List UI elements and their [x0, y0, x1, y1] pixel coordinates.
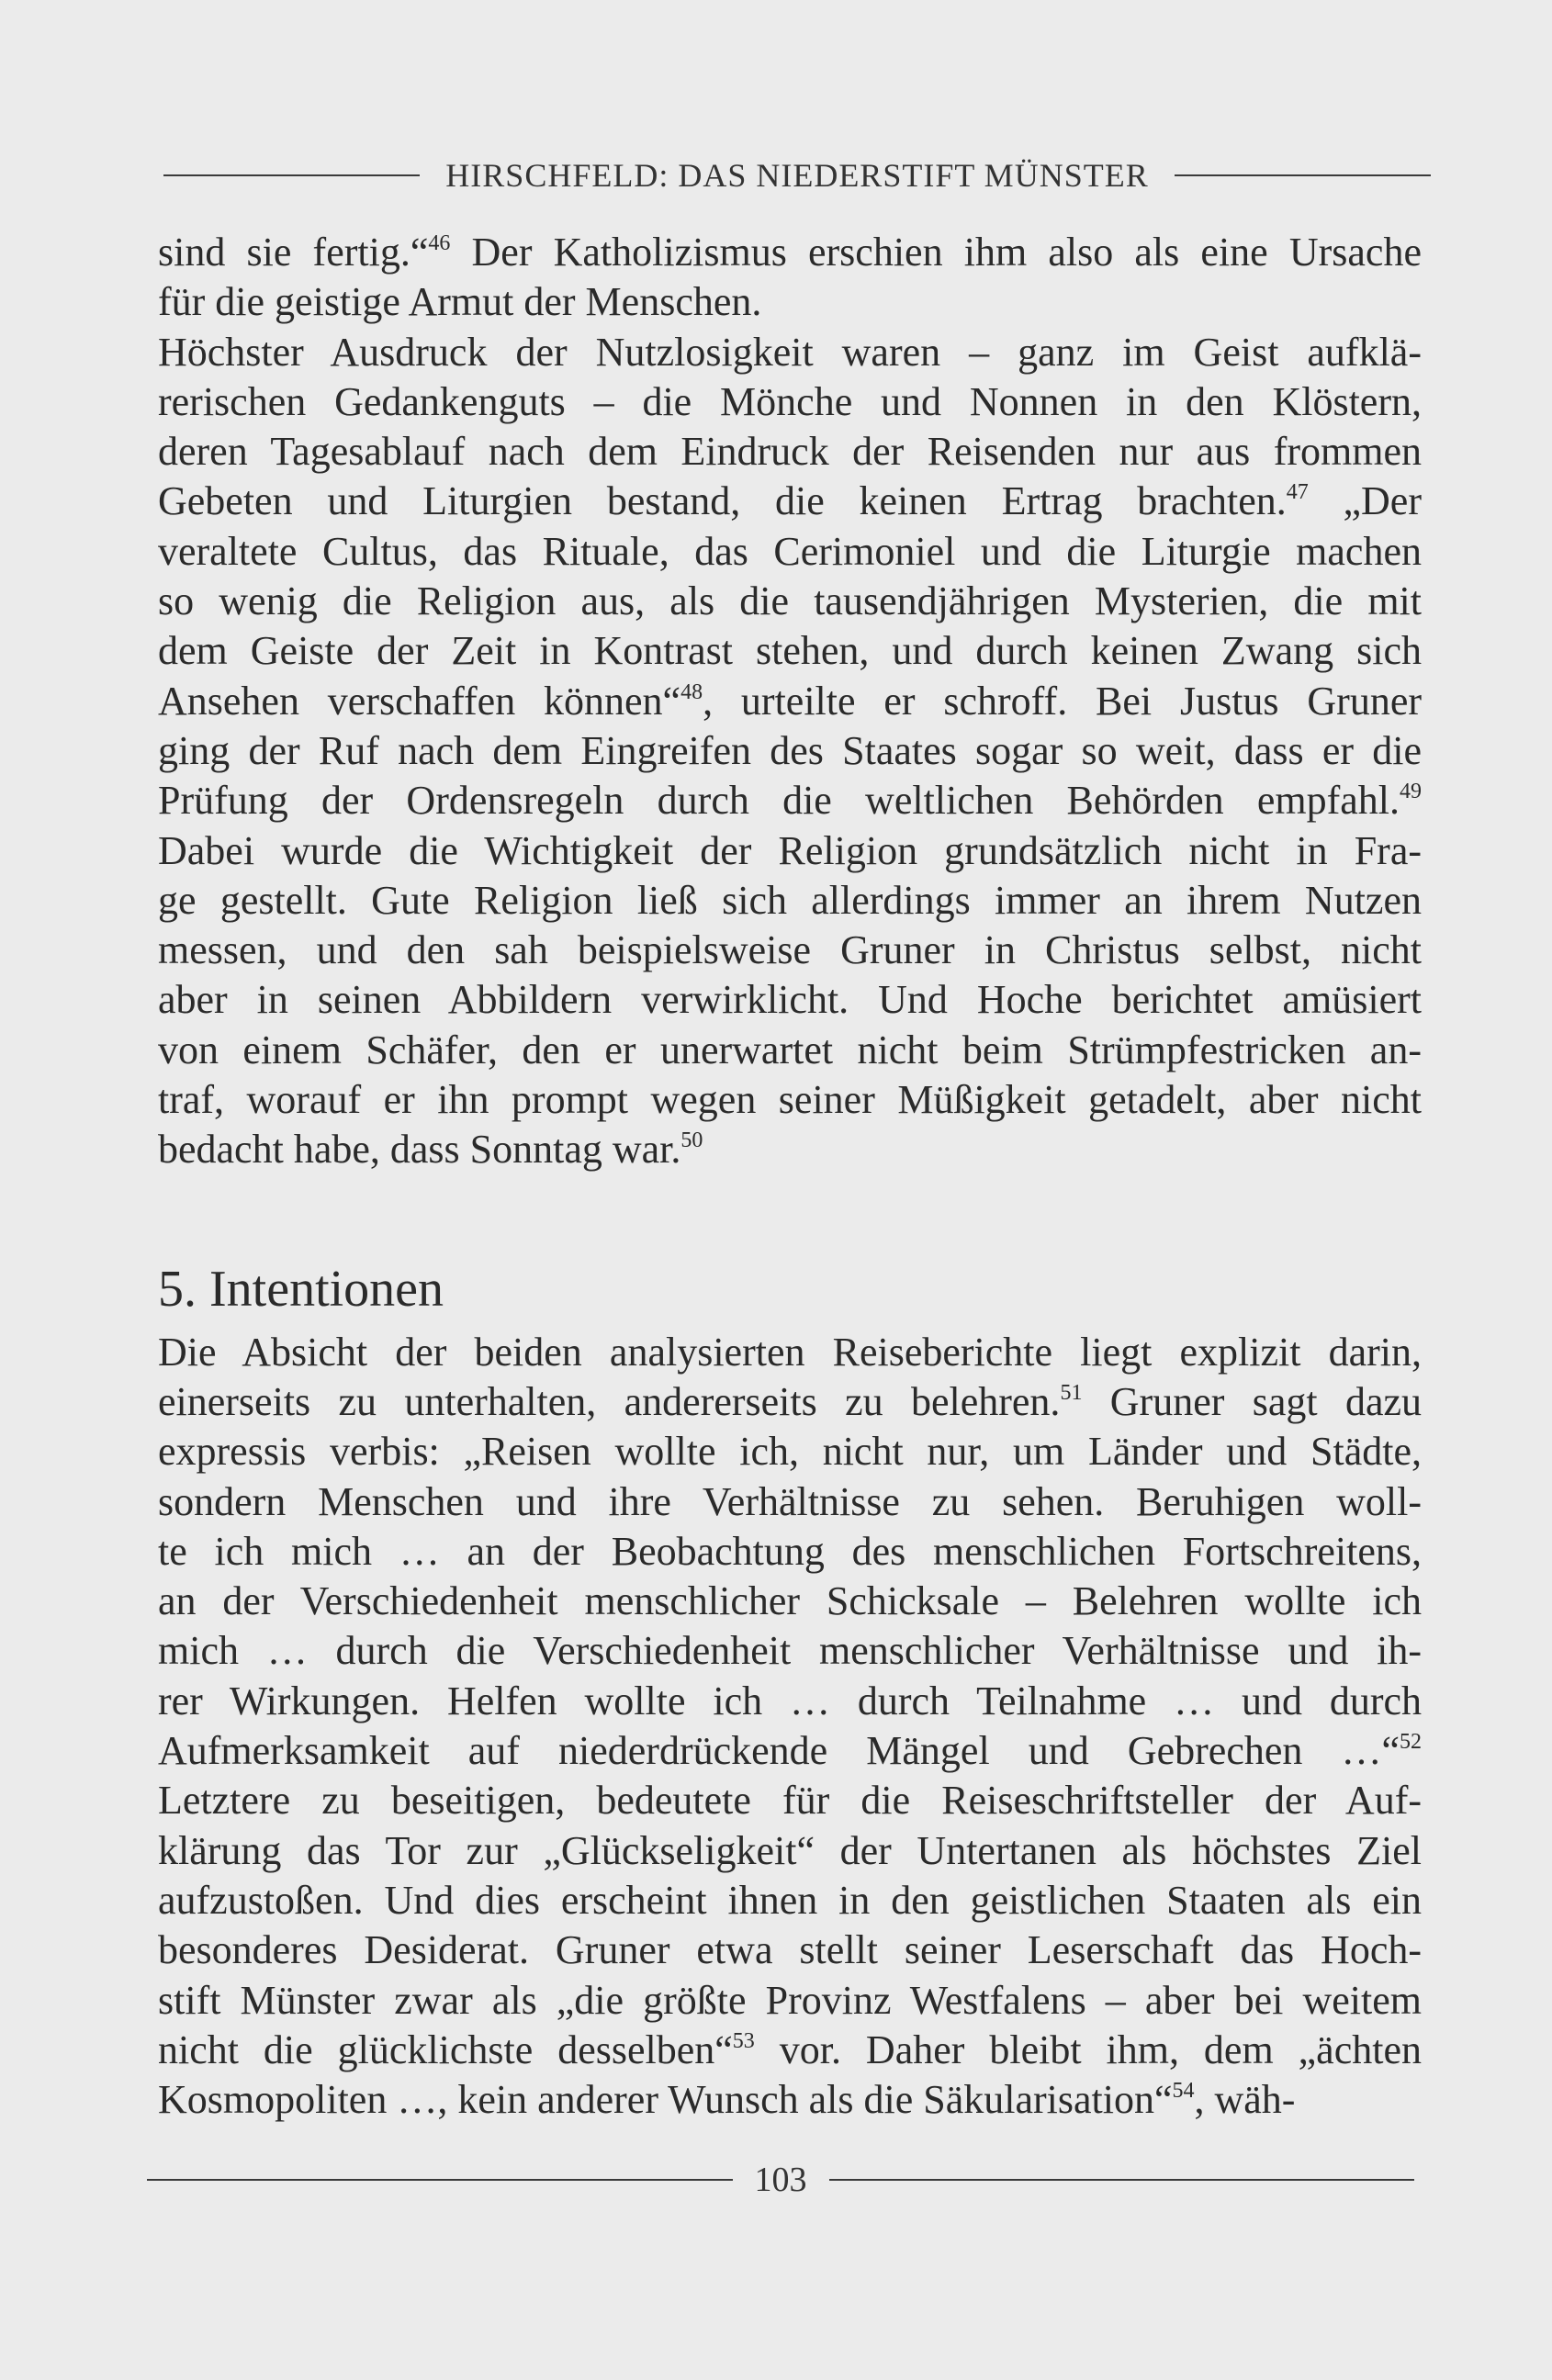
line-text: Dabei wurde die Wichtigkeit der Religion grundsätzlich nicht in Fra- — [158, 827, 1422, 873]
line-text: Gebeten und Liturgien bestand, die keinen Ertrag brachten. — [158, 478, 1287, 524]
line-text: deren Tagesablauf nach dem Eindruck der Reisenden nur aus frommen — [158, 429, 1422, 475]
text-line — [158, 1577, 1422, 1626]
text-line — [158, 726, 1422, 776]
line-text: dem Geiste der Zeit in Kontrast stehen, und durch keinen Zwang sich — [158, 628, 1422, 674]
text-line — [158, 1626, 1422, 1676]
text-line — [158, 1427, 1422, 1476]
line-text: messen, und den sah beispielsweise Gruner in Christus selbst, nicht — [158, 927, 1422, 973]
line-text: rer Wirkungen. Helfen wollte ich … durch Teilnahme … und durch — [158, 1678, 1422, 1723]
line-text: veraltete Cultus, das Rituale, das Cerimoniel und die Liturgie machen — [158, 528, 1422, 574]
text-line — [158, 427, 1422, 477]
text-line — [158, 1328, 1422, 1377]
body-text — [158, 228, 1422, 2125]
text-line — [158, 1477, 1422, 1527]
line-text: Aufmerksamkeit auf niederdrückende Mängel und Gebrechen …“ — [158, 1728, 1400, 1774]
text-line — [158, 1677, 1422, 1726]
text-line — [158, 328, 1422, 377]
text-line — [158, 1125, 1422, 1174]
running-head-title: HIRSCHFELD: DAS NIEDERSTIFT MÜNSTER — [445, 157, 1149, 194]
paragraph-3 — [158, 1328, 1422, 2126]
paragraph-1 — [158, 228, 1422, 328]
line-text: rerischen Gedankenguts – die Mönche und Nonnen in den Klöstern, — [158, 378, 1422, 424]
text-line — [158, 1925, 1422, 1975]
text-line — [158, 926, 1422, 975]
text-line — [158, 626, 1422, 676]
page-footer — [147, 2160, 1414, 2200]
text-line — [158, 577, 1422, 626]
header-rule-right — [1175, 174, 1431, 176]
section-heading: 5. Intentionen — [158, 1260, 444, 1318]
line-text: te ich mich … an der Beobachtung des menschlichen Fortschreitens, — [158, 1528, 1422, 1574]
text-line — [158, 1826, 1422, 1876]
line-text: Höchster Ausdruck der Nutzlosigkeit waren – ganz im Geist aufklä- — [158, 329, 1422, 375]
footer-rule-left — [147, 2179, 733, 2181]
paragraph-2 — [158, 328, 1422, 1175]
line-text: besonderes Desiderat. Gruner etwa stellt seiner Leserschaft das Hoch- — [158, 1927, 1422, 1973]
line-text: aber in seinen Abbildern verwirklicht. Und Hoche berichtet amüsiert — [158, 977, 1422, 1023]
line-text: aufzustoßen. Und dies erscheint ihnen in den geistlichen Staaten als ein — [158, 1877, 1422, 1923]
line-text: Ansehen verschaffen können“ — [158, 678, 681, 724]
line-text: nicht die glücklichste desselben“ — [158, 2026, 733, 2072]
footnote-ref: 51 — [1060, 1380, 1083, 1405]
text-line — [158, 1976, 1422, 2026]
text-line — [158, 377, 1422, 427]
line-text: expressis verbis: „Reisen wollte ich, nicht nur, um Länder und Städte, — [158, 1429, 1422, 1475]
line-text: einerseits zu unterhalten, andererseits zu belehren. — [158, 1378, 1061, 1424]
line-text: sind sie fertig.“ — [158, 230, 429, 275]
line-text-after-footnote: , urteilte er schroff. Bei Justus Gruner — [703, 678, 1422, 724]
line-text-after-footnote: Gruner sagt dazu — [1082, 1378, 1423, 1424]
line-text: Letztere zu beseitigen, bedeutete für die Reiseschriftsteller der Auf- — [158, 1778, 1422, 1824]
line-text-after-footnote: , wäh- — [1194, 2077, 1296, 2123]
line-text: ging der Ruf nach dem Eingreifen des Staates sogar so weit, dass er die — [158, 727, 1422, 773]
line-text: Kosmopoliten …, kein anderer Wunsch als die Säkularisation“ — [158, 2077, 1173, 2123]
footnote-ref: 53 — [732, 2028, 755, 2053]
line-text-after-footnote: vor. Daher bleibt ihm, dem „ächten — [754, 2026, 1422, 2072]
text-line — [158, 2026, 1422, 2075]
text-line — [158, 527, 1422, 577]
line-text: bedacht habe, dass Sonntag war. — [158, 1127, 681, 1173]
text-line — [158, 228, 1422, 277]
running-head — [163, 156, 1431, 195]
footnote-ref: 48 — [680, 679, 703, 704]
text-line — [158, 277, 1422, 327]
text-line — [158, 677, 1422, 726]
text-line — [158, 1876, 1422, 1925]
line-text: sondern Menschen und ihre Verhältnisse zu sehen. Beruhigen woll- — [158, 1478, 1422, 1524]
text-line — [158, 1026, 1422, 1075]
text-line — [158, 975, 1422, 1025]
line-text: mich … durch die Verschiedenheit menschlicher Verhältnisse und ih- — [158, 1628, 1422, 1674]
text-line — [158, 1776, 1422, 1825]
text-line — [158, 477, 1422, 526]
line-text-after-footnote: Der Katholizismus erschien ihm also als eine Ursache — [450, 230, 1422, 275]
text-line — [158, 1726, 1422, 1776]
footer-rule-right — [829, 2179, 1415, 2181]
line-text: klärung das Tor zur „Glückseligkeit“ der Untertanen als höchstes Ziel — [158, 1827, 1422, 1873]
footnote-ref: 49 — [1400, 780, 1422, 804]
footnote-ref: 46 — [428, 231, 451, 255]
footnote-ref: 50 — [680, 1128, 703, 1153]
line-text: ge gestellt. Gute Religion ließ sich allerdings immer an ihrem Nutzen — [158, 877, 1422, 923]
line-text: traf, worauf er ihn prompt wegen seiner Müßigkeit getadelt, aber nicht — [158, 1077, 1422, 1123]
line-text-after-footnote: „Der — [1308, 478, 1422, 524]
text-line — [158, 826, 1422, 876]
line-text: stift Münster zwar als „die größte Provinz Westfalens – aber bei weitem — [158, 1977, 1422, 2023]
page-number: 103 — [754, 2161, 807, 2199]
text-line — [158, 776, 1422, 825]
text-line — [158, 2075, 1422, 2125]
line-text: an der Verschiedenheit menschlicher Schicksale – Belehren wollte ich — [158, 1578, 1422, 1624]
line-text: so wenig die Religion aus, als die tausendjährigen Mysterien, die mit — [158, 578, 1422, 624]
footnote-ref: 52 — [1400, 1730, 1422, 1755]
line-text: Die Absicht der beiden analysierten Reiseberichte liegt explizit darin, — [158, 1329, 1422, 1375]
line-text: von einem Schäfer, den er unerwartet nicht beim Strümpfestricken an- — [158, 1027, 1422, 1072]
line-text: Prüfung der Ordensregeln durch die weltlichen Behörden empfahl. — [158, 778, 1400, 824]
text-line — [158, 876, 1422, 926]
header-rule-left — [163, 174, 420, 176]
line-text: für die geistige Armut der Menschen. — [158, 279, 762, 325]
text-line — [158, 1527, 1422, 1577]
text-line — [158, 1075, 1422, 1125]
text-line — [158, 1377, 1422, 1427]
footnote-ref: 54 — [1172, 2079, 1195, 2104]
footnote-ref: 47 — [1286, 480, 1309, 505]
